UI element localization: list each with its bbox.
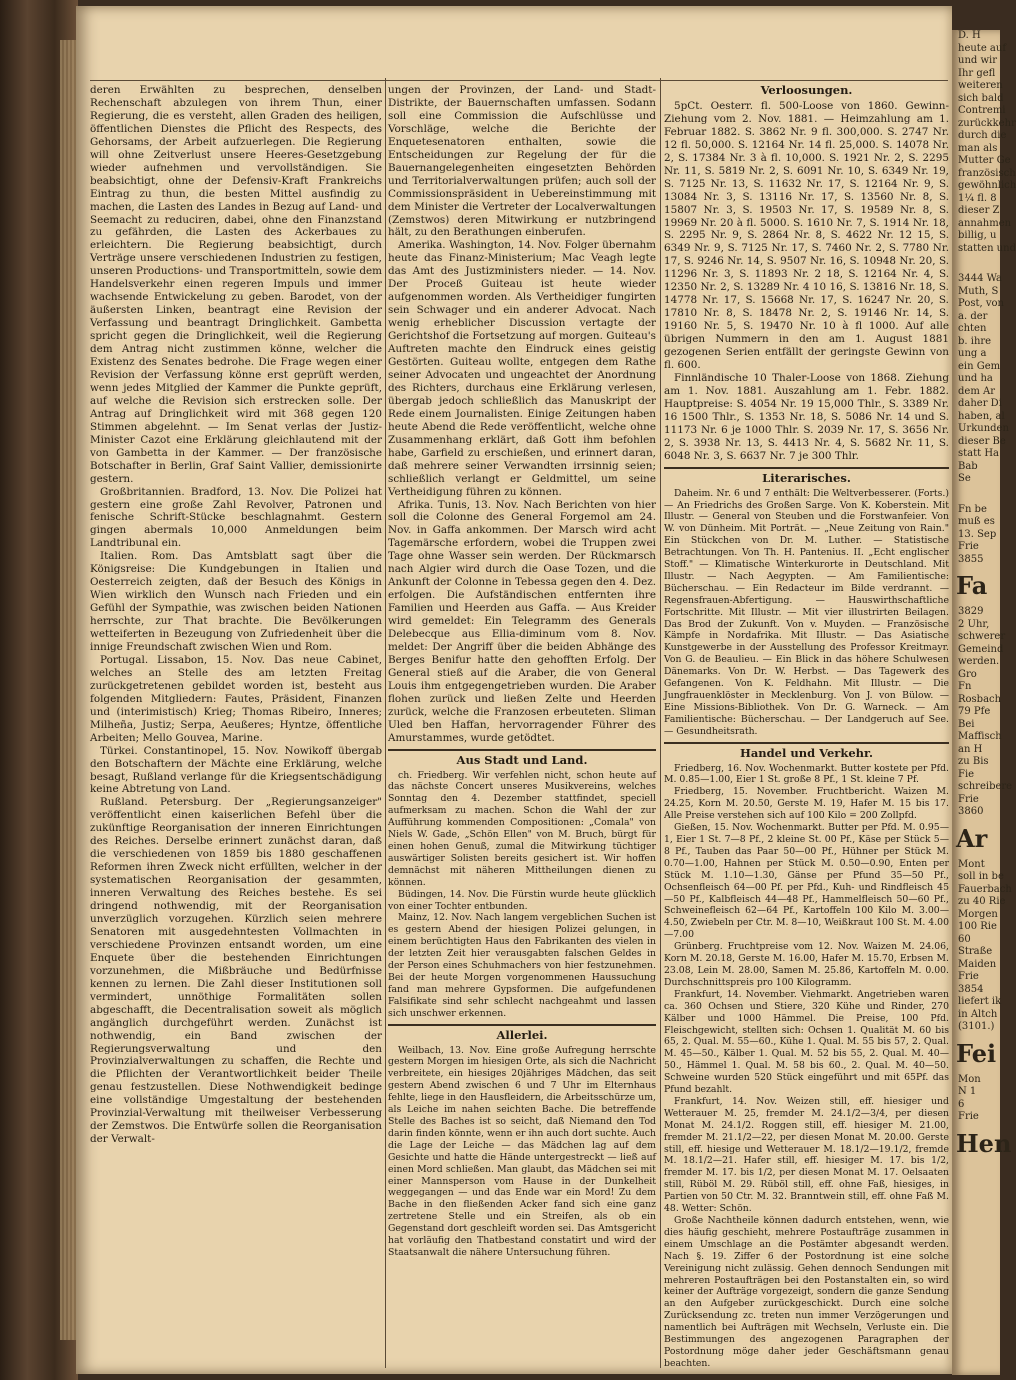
edge-text-fragment: durch die — [958, 130, 1007, 141]
article-paragraph: Gießen, 15. Nov. Wochenmarkt. Butter per Pfd. M. 0.95—1, Eier 1 St. 7—8 Pf., 2 kleine St. 00 Pf., Käse per Stück 5—8 Pf., Tauben das Paar 50—00 Pf., Hühner per Stück M. 0.70—1.00, Hahnen per Stück M. 0.50—0.90, Enten per Stück M. 1.10—1.30, Gänse per Pfund 35—50 Pf., Ochsenfleisch 64—00 Pf. per Pfd., Kuh- und Rindfleisch 45—50 Pf., Kalbfleisch 44—48 Pf., Hammelfleisch 50—60 Pf., Schweinefleisch 62—64 Pf., Kartoffeln 100 Kilo M. 3.00—4.50, Zwiebeln per Ctr. M. 8—10, Weißkraut 100 St. M. 4.00—7.00 — [664, 822, 949, 941]
edge-text-fragment: Mutter Ge — [958, 155, 1011, 166]
article-paragraph: ch. Friedberg. Wir verfehlen nicht, schon heute auf das nächste Concert unseres Musikvereins, welches Sonntag den 4. Dezember stattfindet, speciell aufmerksam zu machen. Schon die Wahl der zur Aufführung kommenden Compositionen: „Comala" von Niels W. Gade, „Schön Ellen" von M. Bruch, bürgt für einen hohen Genuß, zumal die Mitwirkung tüchtiger auswärtiger Solisten bereits gesichert ist. Wir hoffen demnächst mit näheren Mittheilungen dienen zu können. — [388, 769, 656, 888]
edge-text-fragment: haben, al — [958, 410, 1005, 422]
column-2 — [388, 84, 656, 1374]
edge-text-fragment: zurückkehr — [958, 117, 1016, 129]
edge-text-group — [952, 273, 1009, 486]
edge-text-fragment: 3829 — [958, 606, 984, 617]
article-paragraph: Daheim. Nr. 6 und 7 enthält: Die Weltverbesserer. (Forts.) — An Friedrichs des Großen Sarge. Von K. Koberstein. Mit Illustr. — General von Steuben und die Forstwanfeier. Von W. von Dünheim. Mit Porträt. — „Neue Zeitung von Rain." Ein Stückchen von Dr. M. Luther. — Statistische Betrachtungen. Von Th. H. Pantenius. II. „Echt englischer Stoff." — Klimatische Winterkurorte in Deutschland. Mit Illustr. — Nach Aegypten. — Am Familientische: Bücherschau. — Ein Redacteur im Bilde verdrannt. — Regensfrauen-Abfertigung. — Hauswirthschaftliche Fortschritte. Mit Illustr. — Mit vier illustrirten Beilagen. Das Brod der Zukunft. Von v. Muyden. — Französische Kämpfe in Nordafrika. Mit Illustr. — Das Asiatische Kunstgewerbe in der Ausstellung des Professor Kreitmayr. Von G. de Beaulieu. — Ein Blick in das höhere Schulwesen Dänemarks. Von Dr. W. Herbst. — Das Tagewerk des Gefangenen. Von K. Feldhahn. Mit Illustr. — Die Jungfrauenklöster in Mecklenburg. Von J. von Bülow. — Eine Missions-Bibliothek. Von Dr. G. Warneck. — Am Familientische: Bücherschau. — Der Landgeruch auf See. — Gesundheitsrath. — [664, 487, 949, 737]
edge-text-fragment: zu Bis — [958, 756, 989, 767]
edge-text-fragment: Fie — [958, 768, 975, 780]
edge-text-fragment: muß es — [958, 516, 995, 527]
section-heading-literarisches: Literarisches. — [664, 467, 949, 485]
edge-text-fragment: Bab — [958, 460, 978, 472]
edge-text-fragment: 3860 — [958, 806, 984, 817]
edge-text-fragment: 79 Pfe — [958, 706, 991, 717]
edge-text-fragment: Frie — [958, 793, 979, 805]
edge-text-fragment: 3444 Wa — [958, 273, 1002, 284]
edge-text-fragment: statt Ha — [958, 448, 1000, 459]
article-paragraph: Große Nachtheile können dadurch entstehen, wenn, wie dies häufig geschieht, mehrere Postaufträge zusammen in einem Umschlage an die Postämter abgesandt werden. Nach §. 19. Ziffer 6 der Postordnung ist eine solche Vereinigung nicht zulässig. Gehen dennoch Sendungen mit mehreren Postaufträgen bei den Postanstalten ein, so wird keiner der Aufträge vorgezeigt, sondern die ganze Sendung an den Aufgeber zurückgeschickt. Durch eine solche Zurücksendung zc. treten nun immer Verzögerungen und namentlich bei Aufträgen mit Wechseln, Verluste ein. Die Bestimmungen des angezogenen Paragraphen der Postordnung möge daher jeder Geschäftsmann genau beachten. — [664, 1215, 949, 1369]
article-paragraph: Frankfurt, 14. November. Viehmarkt. Angetrieben waren ca. 360 Ochsen und Stiere, 320 Kühe und Rinder, 270 Kälber und 1000 Hämmel. Die Preise, 100 Pfd. Fleischgewicht, stellten sich: Ochsen 1. Qualität M. 60 bis 65, 2. Qual. M. 55—60., Kühe 1. Qual. M. 55 bis 57, 2. Qual. M. 45—50., Kälber 1. Qual. M. 52 bis 55, 2. Qual. M. 40—50., Hämmel 1. Qual. M. 58 bis 60., 2. Qual. M. 40—50. Schweine wurden 520 Stück eingeführt und mit 65Pf. das Pfund bezahlt. — [664, 988, 949, 1096]
article-paragraph: Afrika. Tunis, 13. Nov. Nach Berichten von hier soll die Colonne des General Forgemol am 24. Nov. in Gaffa ankommen. Der Marsch wird acht Tagemärsche erfordern, wobei die Truppen zwei Tage ohne Wasser sein werden. Der Rückmarsch nach Algier wird durch die Oase Tozen, und die Ankunft der Colonne in Tebessa gegen den 4. Dez. erfolgen. Die Aufständischen entfernten ihre Familien und Heerden aus Gaffa. — Aus Kreider wird gemeldet: Ein Telegramm des Generals Delebecque aus Ellia-diminum vom 8. Nov. meldet: Der Angriff über die beiden Abhänge des Berges Benifur hatte den gehofften Erfolg. Der General stieß auf die Araber, die von General Louis ihm entgegengetrieben wurden. Die Araber flohen zurück und ließen Zelte und Heerden zurück, welche die Franzosen erbeuteten. Sliman Uled ben Haffan, hervorragender Führer des Amurstammes, wurde getödtet. — [388, 498, 656, 744]
edge-text-fragment: Maiden — [958, 958, 997, 970]
edge-text-fragment: Gemeind — [958, 643, 1004, 655]
edge-text-fragment: annahmen — [958, 217, 1012, 229]
section-heading-handel: Handel und Verkehr. — [664, 742, 949, 760]
edge-text-fragment: Fn be — [958, 503, 987, 515]
header-rule — [90, 80, 948, 81]
edge-text-fragment: 1¼ fl. 8 — [958, 192, 997, 204]
article-paragraph: Mainz, 12. Nov. Nach langem vergeblichen Suchen ist es gestern Abend der hiesigen Polizei gelungen, in einem berüchtigten Haus den Fabrikanten des vielen in der letzten Zeit hier verausgabten falschen Geldes in der Person eines Schuhmachers von hier festzunehmen. Bei der heute Morgen vorgenommenen Haussuchung fand man mehrere Gypsformen. Die aufgefundenen Falsifikate sind sehr schlecht nachgeahmt und lassen sich unschwer erkennen. — [388, 912, 656, 1019]
edge-text-fragment: zu 40 Rie — [958, 896, 1006, 907]
book-spine — [0, 0, 78, 1380]
article-paragraph: Friedberg, 15. November. Fruchtbericht. Waizen M. 24.25, Korn M. 20.50, Gerste M. 19, Hafer M. 15 bis 17. Alle Preise verstehen sich auf 100 Kilo = 200 Zollpfd. — [664, 786, 949, 822]
edge-text-fragment: soll in be — [958, 871, 1004, 882]
article-paragraph: Frankfurt, 14. Nov. Weizen still, eff. hiesiger und Wetterauer M. 25, fremder M. 24.1/2—3/4, per diesen Monat M. 24.1/2. Roggen still, eff. hiesiger M. 21.00, fremder M. 21.1/2—22, per diesen Monat M. 20.00. Gerste still, eff. hiesige und Wetterauer M. 18.1/2—19.1/2, fremde M. 18.1/2—21. Hafer still, eff. hiesiger M. 17. bis 1/2, fremder M. 17. bis 1/2, per diesen Monat M. 17. Oelsaaten still, Rüböl M. 29. Rüböl still, eff. ohne Faß, hiesiges, in Partien von 50 Ctr. M. 32. Branntwein still, eff. ohne Faß M. 48. Wetter: Schön. — [664, 1095, 949, 1215]
article-paragraph: ungen der Provinzen, der Land- und Stadt-Distrikte, der Bauernschaften umfassen. Sodann soll eine Commission die Aufschlüsse und Vorschläge, welche die Berichte der Enquetesenatoren enthalten, sowie die Entscheidungen zur Regelung der für die Bauernangelegenheiten eingesetzten Behörden und Territorialverwaltungen prüfen; auch soll der Commissionspräsident in Uebereinstimmung mit dem Minister die Vertreter der Localverwaltungen (Zemstwos) deren Mitwirkung er nutzbringend hält, zu den Berathungen einberufen. — [388, 84, 656, 239]
edge-text-fragment: Contremi — [958, 105, 1006, 116]
edge-text-fragment: und ha — [958, 373, 993, 384]
column-1 — [90, 84, 382, 1374]
edge-text-fragment: liefert ik — [958, 996, 1002, 1007]
edge-text-fragment: Bei — [958, 718, 975, 730]
edge-text-fragment: heute auf — [958, 42, 1007, 54]
page-edges — [60, 40, 76, 1340]
section-heading-allerlei: Allerlei. — [388, 1024, 656, 1042]
edge-text-fragment: an H — [958, 743, 983, 755]
edge-text-fragment: b. ihre — [958, 335, 992, 347]
edge-text-fragment: statten und — [958, 242, 1016, 254]
edge-text-fragment: Post, von — [958, 298, 1004, 309]
edge-text-fragment: billig, u — [958, 230, 997, 241]
edge-text-fragment: schreibere — [958, 781, 1013, 792]
edge-text-fragment: Rosbach — [958, 693, 1002, 705]
article-paragraph: Grünberg. Fruchtpreise vom 12. Nov. Waizen M. 24.06, Korn M. 20.18, Gerste M. 16.00, Hafer M. 15.70, Erbsen M. 23.08, Lein M. 28.00, Samen M. 25.86, Kartoffeln M. 0.00. Durchschnittspreis pro 100 Kilogramm. — [664, 941, 949, 988]
article-paragraph: Türkei. Constantinopel, 15. Nov. Nowikoff übergab den Botschaftern der Mächte eine Erklärung, welche besagt, Rußland verlange für die Kriegsentschädigung keine Abtretung von Land. — [90, 744, 382, 796]
edge-text-fragment: Fei — [956, 1038, 997, 1068]
column-3 — [664, 84, 949, 1374]
edge-text-fragment: schwerer — [958, 631, 1006, 642]
edge-text-fragment: ung a — [958, 348, 987, 359]
edge-text-fragment: Ihr gefl — [958, 67, 996, 79]
section-heading-stadt: Aus Stadt und Land. — [388, 749, 656, 767]
edge-text-fragment: dem Ar — [958, 385, 995, 397]
edge-text-fragment: weiteren — [958, 80, 1003, 91]
edge-text-group — [952, 30, 1016, 255]
edge-text-fragment: D. H — [958, 30, 981, 41]
edge-text-fragment: Fauerbach — [958, 883, 1012, 895]
edge-text-fragment: Gro — [958, 668, 977, 680]
edge-text-fragment: Mon — [958, 1073, 981, 1085]
edge-text-fragment: Fn — [958, 681, 972, 692]
edge-text-fragment: französisch — [958, 167, 1016, 179]
article-paragraph: 5pCt. Oesterr. fl. 500-Loose von 1860. Gewinn-Ziehung vom 2. Nov. 1881. — Heimzahlung am 1. Februar 1882. S. 3862 Nr. 9 fl. 300,000. S. 2747 Nr. 12 fl. 50,000. S. 12164 Nr. 14 fl. 25,000. S. 14078 Nr. 2, S. 17384 Nr. 3 à fl. 10,000. S. 1921 Nr. 2, S. 2295 Nr. 11, S. 5819 Nr. 2, S. 6091 Nr. 10, S. 6349 Nr. 19, S. 7125 Nr. 13, S. 11632 Nr. 17, S. 12164 Nr. 9, S. 13084 Nr. 3, S. 13116 Nr. 17, S. 13560 Nr. 8, S. 15807 Nr. 3, S. 19503 Nr. 17, S. 19589 Nr. 8, S. 19969 Nr. 20 à fl. 5000. S. 1610 Nr. 7, S. 1914 Nr. 18, S. 2295 Nr. 9, S. 2864 Nr. 8, S. 4622 Nr. 12 15, S. 6349 Nr. 9, S. 7125 Nr. 17, S. 7460 Nr. 2, S. 7780 Nr. 17, S. 9246 Nr. 14, S. 9507 Nr. 16, S. 10948 Nr. 20, S. 11296 Nr. 3, S. 11893 Nr. 2 18, S. 12164 Nr. 4, S. 12350 Nr. 2, S. 13289 Nr. 4 10 16, S. 13816 Nr. 18, S. 14778 Nr. 17, S. 15668 Nr. 17, S. 16247 Nr. 20, S. 17810 Nr. 8, S. 18478 Nr. 2, S. 19146 Nr. 14, S. 19160 Nr. 5, S. 19470 Nr. 10 à fl 1000. Auf alle übrigen Nummern in den am 1. August 1881 gezogenen Serien entfällt der geringste Gewinn von fl. 600. — [664, 99, 949, 372]
edge-text-fragment: daher Di — [958, 398, 1002, 409]
edge-text-fragment: Fa — [956, 571, 988, 600]
edge-text-fragment: (3101.) — [958, 1021, 995, 1032]
edge-text-fragment: Ar — [956, 823, 988, 853]
article-paragraph: Friedberg, 16. Nov. Wochenmarkt. Butter kostete per Pfd. M. 0.85—1.00, Eier 1 St. große 8 Pf., 1 St. kleine 7 Pf. — [664, 762, 949, 786]
edge-text-fragment: a. der — [958, 310, 988, 322]
edge-text-fragment: Straße — [958, 946, 993, 957]
edge-text-fragment: 6 — [958, 1098, 965, 1110]
edge-text-fragment: chten — [958, 323, 987, 334]
article-paragraph: Rußland. Petersburg. Der „Regierungsanzeiger" veröffentlicht einen kaiserlichen Befehl über die zukünftige Reorganisation der inneren Einrichtungen des Reiches. Derselbe erinnert zunächst daran, daß die verschiedenen von 1859 bis 1880 geschaffenen Reformen ihren Zweck nicht erfüllten, welcher in der systematischen Reorganisation der gesammten, inneren Verwaltung des Reiches bestehe. Es sei dringend nothwendig, mit der Reorganisation unverzüglich vorzugehen. Kürzlich seien mehrere Senatoren mit ausgedehntesten Vollmachten in verschiedene Provinzen entsandt worden, um eine Enquete über die bestehenden Einrichtungen vorzunehmen, die Mißbräuche und Bedürfnisse kennen zu lernen. Die Zahl dieser Institutionen soll vermindert, unnöthige Formalitäten sollen abgeschafft, die Decentralisation soweit als möglich angänglich durchgeführt werden. Zunächst ist nothwendig, ein Band zwischen der Regierungsverwaltung und den Provinzialverwaltungen zu schaffen, die Rechte und die Pflichten der Verantwortlichkeit beider Theile genau festzustellen. Diese Nothwendigkeit bedinge eine vollständige Umgestaltung der bestehenden Provinzial-Verwaltung mit theilweiser Verbesserung der Zemstwos. Die Entwürfe sollen die Reorganisation der Verwalt- — [90, 796, 382, 1146]
article-paragraph: Italien. Rom. Das Amtsblatt sagt über die Königsreise: Die Kundgebungen in Italien und Oesterreich zeigten, daß der Besuch des Königs in Wien wirklich den Wunsch nach Frieden und ein Gefühl der Sympathie, was zwischen beiden Nationen herrschte, zur That brachte. Die Bevölkerungen wetteiferten in Bezeugung von Zufriedenheit über die innige Freundschaft zwischen Wien und Rom. — [90, 550, 382, 653]
edge-text-fragment: dieser Z — [958, 205, 1000, 216]
edge-text-fragment: 60 — [958, 933, 971, 945]
edge-text-fragment: Frie — [958, 971, 979, 982]
edge-text-fragment: 3855 — [958, 553, 984, 565]
edge-text-fragment: Morgen — [958, 908, 998, 920]
edge-text-fragment: Urkunden — [958, 423, 1009, 434]
edge-text-fragment: dieser Be — [958, 435, 1006, 447]
edge-text-fragment: Frie — [958, 541, 979, 552]
edge-text-fragment: Frie — [958, 1111, 979, 1122]
article-paragraph: Amerika. Washington, 14. Nov. Folger übernahm heute das Finanz-Ministerium; Mac Veagh legte das Amt des Justizministers nieder. — 14. Nov. Der Proceß Guiteau ist heute wieder aufgenommen worden. Als Vertheidiger fungirten sein Schwager und ein anderer Advocat. Nach wenig erheblicher Discussion vertagte der Gerichtshof die Fortsetzung auf morgen. Guiteau's Auftreten machte den Eindruck eines geistig Gestörten. Guiteau wollte, entgegen dem Rathe seiner Advocaten und ungeachtet der Anordnung des Richters, durchaus eine Erklärung verlesen, übergab jedoch schließlich das Manuskript der Rede einem Journalisten. Einige Zeitungen haben heute Abend die Rede veröffentlicht, welche ohne Zusammenhang erklärt, daß Gott ihm befohlen habe, Garfield zu erschießen, und erinnert daran, daß mehrere seiner Verwandten irrsinnig seien; schließlich verlangt er Geldmittel, um seine Vertheidigung führen zu können. — [388, 239, 656, 498]
edge-text-fragment: 100 Rie — [958, 921, 997, 932]
column-rule-1 — [385, 78, 386, 1368]
edge-text-fragment: ein Gem — [958, 360, 1001, 372]
article-paragraph: Büdingen, 14. Nov. Die Fürstin wurde heute glücklich von einer Tochter entbunden. — [388, 888, 656, 912]
edge-text-fragment: sich bald — [958, 92, 1004, 104]
article-paragraph: deren Erwählten zu besprechen, denselben Rechenschaft abzulegen von ihrem Thun, einer Regierung, die es versteht, allen Graden des heiligen, öffentlichen Dienstes die Pflicht des Respects, des Gehorsams, der Arbeit aufzuerlegen. Die Regierung will ohne Zeitverlust unsere Heeres-Gesetzgebung wieder aufnehmen und vervollständigen. Sie beabsichtigt, ohne der Defensiv-Kraft Frankreichs Eintrag zu thun, die besten Mittel ausfindig zu machen, die Lasten des Landes in Bezug auf Land- und Seemacht zu reduciren, dabei, ohne den Finanzstand zu gefährden, die Lasten des Ackerbaues zu erleichtern. Die Regierung beabsichtigt, durch Verträge unsere verschiedenen Industrien zu festigen, unseren Productions- und Transportmitteln, sowie dem Handelsverkehr einen regeren Impuls und immer wachsende Entwickelung zu geben. Barodet, von der äußersten Linken, beantragt eine Revision der Verfassung und beantragt Dringlichkeit. Gambetta spricht gegen die Dringlichkeit, weil die Regierung dem Antrag nicht zustimmen könne, welcher die Existenz des Senates bedrohe. Die Frage wegen einer Revision der Verfassung könne erst geprüft werden, wenn jedes Mitglied der Kammer die Punkte geprüft, auf welche die Revision sich erstrecken solle. Der Antrag auf Dringlichkeit wird mit 368 gegen 120 Stimmen abgelehnt. — Im Senat verlas der Justiz-Minister Cazot eine Erklärung gleichlautend mit der von Gambetta in der Kammer. — Der französische Botschafter in Berlin, Graf Saint Vallier, demissionirte gestern. — [90, 84, 382, 485]
edge-text-fragment: 2 Uhr, — [958, 618, 990, 630]
column-rule-2 — [660, 78, 661, 1368]
article-paragraph: Finnländische 10 Thaler-Loose von 1868. Ziehung am 1. Nov. 1881. Auszahlung am 1. Febr. 1882. Hauptpreise: S. 4054 Nr. 19 15,000 Thlr., S. 3389 Nr. 16 1500 Thlr., S. 1353 Nr. 18, S. 5086 Nr. 14 und S. 11173 Nr. 6 je 1000 Thlr. S. 2039 Nr. 17, S. 3656 Nr. 2, S. 3938 Nr. 13, S. 4413 Nr. 4, S. 5682 Nr. 11, S. 6048 Nr. 3, S. 6637 Nr. 7 je 300 Thlr. — [664, 371, 949, 462]
edge-text-group — [952, 503, 1013, 1164]
edge-text-fragment: 13. Sep — [958, 528, 997, 540]
edge-text-fragment: und wir — [958, 55, 997, 66]
edge-text-fragment: Mont — [958, 858, 985, 870]
edge-text-fragment: man als — [958, 142, 998, 154]
article-paragraph: Portugal. Lissabon, 15. Nov. Das neue Cabinet, welches an Stelle des am letzten Freitag zurückgetretenen gebildet worden ist, besteht aus folgenden Mitgliedern: Fautes, Präsident, Finanzen und (interimistisch) Krieg; Thomas Ribeiro, Inneres; Milheña, Justiz; Serpa, Aeußeres; Hyntze, öffentliche Arbeiten; Mello Gouvea, Marine. — [90, 653, 382, 744]
adjacent-page-edge — [952, 30, 1016, 1375]
edge-text-fragment: Muth, S — [958, 285, 999, 297]
edge-text-fragment: werden. — [958, 656, 1000, 667]
edge-text-fragment: gewöhnlich — [958, 180, 1016, 191]
edge-text-fragment: Hen — [956, 1128, 1012, 1158]
article-paragraph: Weilbach, 13. Nov. Eine große Aufregung herrschte gestern Morgen im hiesigen Orte, als sich die Nachricht verbreitete, ein hiesiges 20jähriges Mädchen, das seit gestern Abend zwischen 6 und 7 Uhr im Elternhaus fehlte, liege in den Hausfleidern, die Arbeitsschürze um, als Leiche im nahen seichten Bache. Die betreffende Stelle des Baches ist so seicht, daß Niemand den Tod darin finden könnte, wenn er ihn auch dort suchte. Auch die Lage der Leiche — das Mädchen lag auf dem Gesichte und hatte die Hände untergestreckt — ließ auf einen Mord schließen. Man glaubt, das Mädchen sei mit einer Mannsperson vom Hause in der Dunkelheit weggegangen — und das Ende war ein Mord! Zu dem Bache in den fließenden Acker fand sich eine ganz zertretene Stelle und ein Streifen, als ob ein Gegenstand dort geschleift worden sei. Das Amtsgericht hat vorläufig den Thatbestand constatirt und wird der Staatsanwalt die nähere Untersuchung führen. — [388, 1044, 656, 1258]
edge-text-fragment: in Altch — [958, 1008, 998, 1020]
edge-text-fragment: Se — [958, 473, 971, 484]
edge-text-fragment: N 1 — [958, 1086, 977, 1097]
article-paragraph: Großbritannien. Bradford, 13. Nov. Die Polizei hat gestern eine große Zahl Revolver, Patronen und fenische Schrift-Stücke beschlagnahmt. Gestern gingen abermals 10,000 Anmeldungen beim Landtribunal ein. — [90, 485, 382, 550]
edge-text-fragment: Maffisch — [958, 731, 1002, 742]
section-heading-verloosungen: Verloosungen. — [760, 83, 853, 97]
edge-text-fragment: 3854 — [958, 983, 984, 995]
